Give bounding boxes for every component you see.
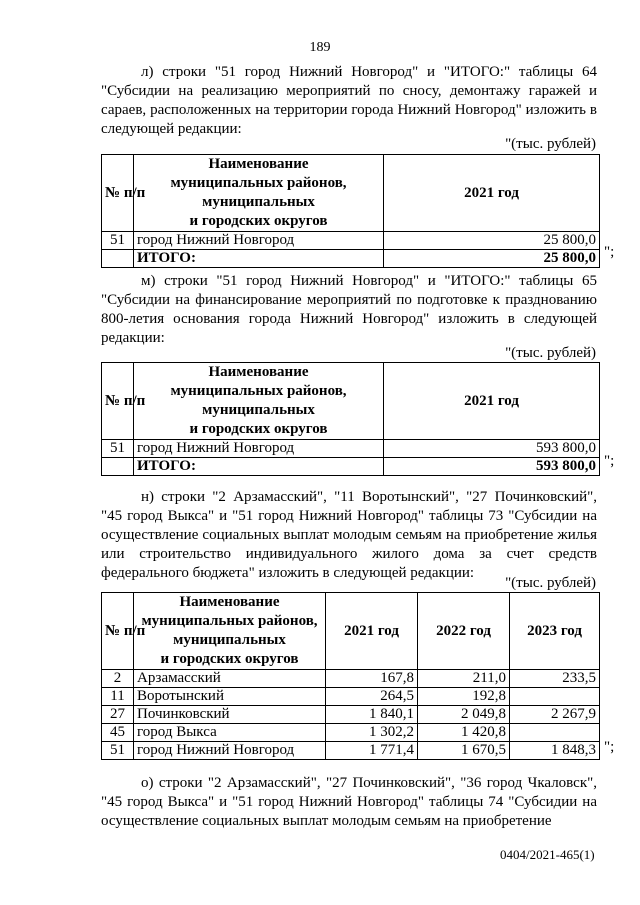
header-name-line: муниципальных	[173, 632, 286, 648]
table-row	[102, 232, 600, 250]
footer-document-code: 0404/2021-465(1)	[500, 847, 595, 862]
row-name: город Нижний Новгород	[134, 232, 384, 250]
row-value-2021: 1 840,1	[326, 706, 418, 724]
header-name-line: и городских округов	[189, 421, 328, 437]
row-name: город Нижний Новгород	[134, 440, 384, 458]
row-value-2023: 1 848,3	[510, 742, 600, 760]
table-header-row	[102, 155, 600, 232]
table-65	[101, 362, 600, 476]
row-value-2022: 192,8	[418, 688, 510, 706]
header-name-line: муниципальных районов,	[170, 175, 347, 191]
unit-label-64: "(тыс. рублей)	[505, 136, 596, 152]
paragraph-m: м) строки "51 город Нижний Новгород" и "ИТОГО:" таблицы 65 "Субсидии на финансирование мероприятий по подготовке к празднованию 800-летия основания города Нижний Новгород" изложить в следующей редакции:	[101, 273, 597, 346]
table-row	[102, 688, 600, 706]
row-num: 11	[102, 688, 134, 706]
row-value-2023: 2 267,9	[510, 706, 600, 724]
header-2021: 2021 год	[384, 363, 600, 440]
unit-label-65: "(тыс. рублей)	[505, 345, 596, 361]
total-label: ИТОГО:	[134, 250, 384, 268]
header-num: № п/п	[102, 155, 134, 232]
header-2021: 2021 год	[326, 593, 418, 670]
row-name: Воротынский	[134, 688, 326, 706]
table-header-row	[102, 593, 600, 670]
row-value-2022: 211,0	[418, 670, 510, 688]
page-number: 189	[309, 40, 331, 55]
header-2022: 2022 год	[418, 593, 510, 670]
row-value-2023	[510, 724, 600, 742]
header-name-line: Наименование	[179, 594, 280, 610]
header-num: № п/п	[102, 363, 134, 440]
table-row	[102, 742, 600, 760]
header-name-line: муниципальных районов,	[170, 383, 347, 399]
table-header-row	[102, 363, 600, 440]
header-name	[134, 363, 384, 440]
row-name: Починковский	[134, 706, 326, 724]
row-name: Арзамасский	[134, 670, 326, 688]
total-value: 25 800,0	[384, 250, 600, 268]
row-value-2021: 1 771,4	[326, 742, 418, 760]
table-73	[101, 592, 600, 760]
row-num: 45	[102, 724, 134, 742]
paragraph-o: о) строки "2 Арзамасский", "27 Починковский", "36 город Чкаловск", "45 город Выкса" и "51 город Нижний Новгород" таблицы 74 "Субсидии на осуществление социальных выплат молодым семьям на приобретение	[101, 775, 597, 829]
header-name-line: и городских округов	[189, 213, 328, 229]
header-name-line: Наименование	[208, 364, 309, 380]
row-value-2022: 1 670,5	[418, 742, 510, 760]
row-num: 51	[102, 232, 134, 250]
closing-quote-64: ";	[604, 244, 615, 260]
header-name	[134, 593, 326, 670]
header-name-line: и городских округов	[160, 651, 299, 667]
row-value-2022: 1 420,8	[418, 724, 510, 742]
paragraph-n: н) строки "2 Арзамасский", "11 Воротынский", "27 Починковский", "45 город Выкса" и "51 город Нижний Новгород" таблицы 73 "Субсидии на осуществление социальных выплат молодым семьям на приобретение жилья или строительство индивидуального жилого дома за счет средств федерального бюджета" изложить в следующей редакции:	[101, 489, 597, 581]
row-value-2021: 264,5	[326, 688, 418, 706]
row-value-2021: 25 800,0	[384, 232, 600, 250]
total-label: ИТОГО:	[134, 458, 384, 476]
row-num: 2	[102, 670, 134, 688]
closing-quote-73: ";	[604, 739, 615, 755]
row-num: 27	[102, 706, 134, 724]
header-name-line: муниципальных	[202, 194, 315, 210]
table-row	[102, 440, 600, 458]
total-row	[102, 458, 600, 476]
header-name-line: Наименование	[208, 156, 309, 172]
table-row	[102, 670, 600, 688]
row-value-2022: 2 049,8	[418, 706, 510, 724]
row-name: город Нижний Новгород	[134, 742, 326, 760]
header-2023: 2023 год	[510, 593, 600, 670]
table-64	[101, 154, 600, 268]
row-name: город Выкса	[134, 724, 326, 742]
row-value-2021: 167,8	[326, 670, 418, 688]
header-num: № п/п	[102, 593, 134, 670]
row-value-2023: 233,5	[510, 670, 600, 688]
header-name-line: муниципальных	[202, 402, 315, 418]
total-value: 593 800,0	[384, 458, 600, 476]
table-row	[102, 706, 600, 724]
paragraph-l: л) строки "51 город Нижний Новгород" и "ИТОГО:" таблицы 64 "Субсидии на реализацию мероприятий по сносу, демонтажу гаражей и сараев, расположенных на территории города Нижний Новгород" изложить в следующей редакции:	[101, 64, 597, 137]
total-row	[102, 250, 600, 268]
header-name	[134, 155, 384, 232]
table-row	[102, 724, 600, 742]
row-num: 51	[102, 440, 134, 458]
row-value-2023	[510, 688, 600, 706]
closing-quote-65: ";	[604, 453, 615, 469]
header-name-line: муниципальных районов,	[141, 613, 318, 629]
unit-label-73: "(тыс. рублей)	[505, 575, 596, 591]
header-2021: 2021 год	[384, 155, 600, 232]
row-value-2021: 1 302,2	[326, 724, 418, 742]
row-num: 51	[102, 742, 134, 760]
row-value-2021: 593 800,0	[384, 440, 600, 458]
